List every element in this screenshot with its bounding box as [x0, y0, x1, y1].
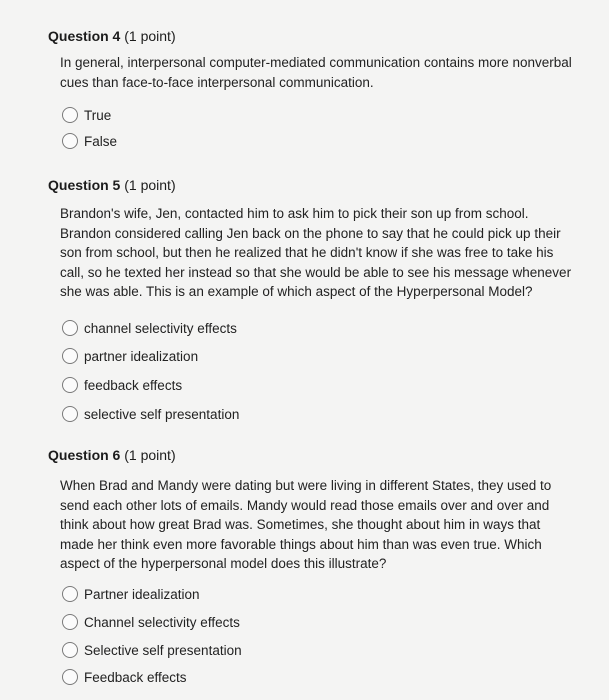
- option-label: channel selectivity effects: [84, 320, 237, 336]
- question-6-prompt-line: send each other lots of emails. Mandy would read those emails over and over and: [60, 497, 550, 513]
- radio-button[interactable]: [62, 377, 78, 393]
- question-5-option-feedback-effects[interactable]: [62, 375, 182, 395]
- radio-button[interactable]: [62, 406, 78, 422]
- question-6-option-selective-self-presentation[interactable]: [62, 640, 242, 660]
- question-5-option-partner-idealization[interactable]: [62, 346, 198, 366]
- option-label: Selective self presentation: [84, 642, 242, 658]
- question-5-option-channel-selectivity[interactable]: [62, 318, 237, 338]
- question-6-prompt-line: aspect of the hyperpersonal model does this illustrate?: [60, 556, 387, 571]
- question-6-prompt: [60, 476, 551, 574]
- radio-button[interactable]: [62, 586, 78, 602]
- option-label: Partner idealization: [84, 586, 200, 602]
- question-6-option-channel-selectivity[interactable]: [62, 612, 240, 632]
- question-5-prompt-line: call, so he texted her instead so that she would be able to see his message whenever: [60, 264, 572, 280]
- radio-button[interactable]: [62, 348, 78, 364]
- question-5-prompt-line: she was able. This is an example of which aspect of the Hyperpersonal Model?: [60, 284, 533, 299]
- radio-button[interactable]: [62, 107, 78, 123]
- question-4-prompt: [60, 53, 572, 92]
- question-5-prompt-line: Brandon's wife, Jen, contacted him to ask him to pick their son up from school.: [60, 206, 529, 221]
- radio-button[interactable]: [62, 642, 78, 658]
- radio-button[interactable]: [62, 320, 78, 336]
- option-label: partner idealization: [84, 348, 199, 364]
- question-5-option-selective-self-presentation[interactable]: [62, 404, 239, 424]
- option-label: Feedback effects: [84, 669, 187, 685]
- question-4-prompt-line: cues than face-to-face interpersonal communication.: [60, 74, 374, 90]
- question-6-prompt-line: When Brad and Mandy were dating but were living in different States, they used to: [60, 478, 552, 493]
- question-5-number: Question 5: [48, 177, 121, 193]
- question-5-prompt-line: son from school, but then he realized that he didn't know if she was free to take his: [60, 245, 554, 260]
- question-4-title: [48, 28, 176, 44]
- option-label: selective self presentation: [84, 406, 240, 422]
- question-5-title: [48, 177, 176, 193]
- radio-button[interactable]: [62, 669, 78, 685]
- question-5-prompt: [60, 204, 571, 302]
- question-6-option-partner-idealization[interactable]: [62, 584, 200, 604]
- question-5-points: (1 point): [124, 177, 176, 193]
- question-5-prompt-line: Brandon considered calling Jen back on the phone to say that he could pick up their: [60, 225, 561, 241]
- question-4-option-false[interactable]: [62, 131, 117, 151]
- question-6-number: Question 6: [48, 447, 121, 463]
- option-label: Channel selectivity effects: [84, 614, 240, 630]
- question-4-option-true[interactable]: [62, 105, 111, 125]
- option-label: True: [84, 107, 112, 123]
- question-6-points: (1 point): [124, 447, 176, 463]
- question-4-prompt-line: In general, interpersonal computer-mediated communication contains more nonverbal: [60, 55, 572, 70]
- option-label: feedback effects: [84, 377, 183, 393]
- radio-button[interactable]: [62, 614, 78, 630]
- question-6-prompt-line: think about how great Brad was. Sometimes, she thought about him in ways that: [60, 517, 541, 532]
- question-4-points: (1 point): [124, 28, 176, 44]
- option-label: False: [84, 133, 118, 149]
- radio-button[interactable]: [62, 133, 78, 149]
- question-4-number: Question 4: [48, 28, 121, 44]
- question-6-prompt-line: made her think even more favorable things about him than was even true. Which: [60, 536, 542, 552]
- question-6-option-feedback-effects[interactable]: [62, 667, 187, 687]
- question-6-title: [48, 447, 176, 463]
